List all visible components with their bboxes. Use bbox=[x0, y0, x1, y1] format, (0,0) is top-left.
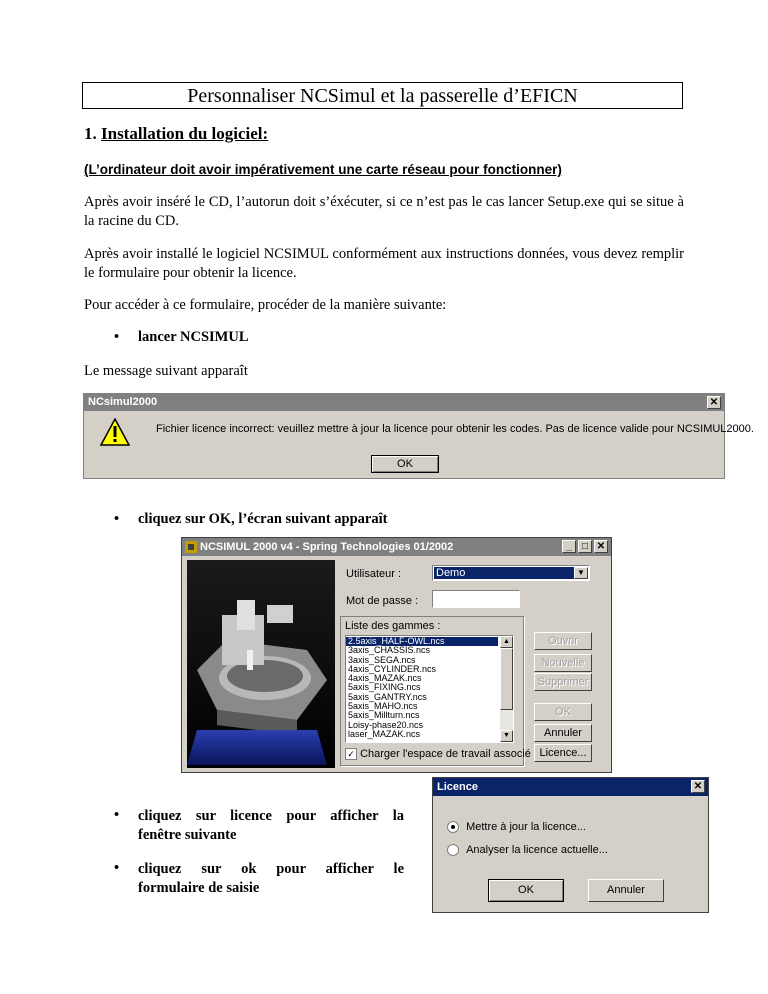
gamme-list-item[interactable]: 3axis_SEGA.ncs bbox=[348, 654, 416, 665]
machine-preview-image bbox=[187, 560, 335, 768]
bullet-formulaire-line1: cliquez sur ok pour afficher le bbox=[138, 861, 404, 877]
license-error-dialog bbox=[83, 393, 754, 479]
gamme-list-item[interactable]: 4axis_CYLINDER.ncs bbox=[348, 663, 437, 674]
gamme-list-item[interactable]: 3axis_CHASSIS.ncs bbox=[348, 645, 431, 656]
licence-title: Licence bbox=[437, 781, 478, 793]
user-value: Demo bbox=[434, 567, 574, 579]
load-workspace-checkbox[interactable] bbox=[345, 748, 531, 760]
paragraph-access: Pour accéder à ce formulaire, procéder de la manière suivante: bbox=[84, 297, 447, 313]
gamme-list-item[interactable]: 5axis_FIXING.ncs bbox=[348, 682, 421, 693]
licence-cancel-button[interactable]: Annuler bbox=[588, 879, 664, 902]
close-icon[interactable]: ✕ bbox=[691, 780, 705, 793]
user-label: Utilisateur : bbox=[346, 568, 402, 580]
chevron-down-icon[interactable]: ▼ bbox=[574, 567, 588, 579]
paragraph-install: Après avoir installé le logiciel NCSIMUL conformément aux instructions données, vous devez remplir le formulaire pour obtenir la licence. bbox=[84, 246, 684, 281]
ok-button[interactable]: OK bbox=[371, 455, 439, 473]
app-icon bbox=[185, 541, 197, 553]
network-warning: (L’ordinateur doit avoir impérativement une carte réseau pour fonctionner) bbox=[84, 162, 562, 177]
bullet-lancer: • lancer NCSIMUL bbox=[114, 329, 249, 345]
bullet-ok: • cliquez sur OK, l’écran suivant apparaît bbox=[114, 511, 388, 527]
bullet-licence-line1: cliquez sur licence pour afficher la bbox=[138, 808, 404, 824]
bullet-licence bbox=[114, 807, 404, 845]
option-update-label: Mettre à jour la licence... bbox=[466, 821, 586, 834]
gamme-list-item[interactable]: Loisy-phase20.ncs bbox=[348, 719, 424, 730]
checkbox-label: Charger l'espace de travail associé bbox=[360, 748, 531, 761]
close-icon[interactable]: ✕ bbox=[707, 396, 721, 409]
maximize-icon[interactable]: □ bbox=[578, 540, 592, 553]
bullet-formulaire bbox=[114, 860, 404, 898]
licence-titlebar bbox=[433, 778, 708, 796]
close-icon[interactable]: ✕ bbox=[594, 540, 608, 553]
password-input[interactable] bbox=[432, 590, 520, 608]
gamme-list-item[interactable]: 5axis_MAHO.ncs bbox=[348, 701, 418, 712]
dialog-message: Fichier licence incorrect: veuillez mettre à jour la licence pour obtenir les codes. Pas de licence valide pour NCSIMUL2000. bbox=[156, 423, 754, 435]
minimize-icon[interactable]: _ bbox=[562, 540, 576, 553]
bullet-dot: • bbox=[114, 860, 120, 876]
gammes-groupbox bbox=[340, 616, 531, 766]
radio-unselected-icon[interactable] bbox=[447, 844, 459, 856]
bullet-dot: • bbox=[114, 329, 120, 345]
warning-icon bbox=[100, 418, 130, 446]
bullet-dot: • bbox=[114, 511, 120, 527]
checkbox-check-icon[interactable]: ✓ bbox=[345, 748, 357, 760]
paragraph-message: Le message suivant apparaît bbox=[84, 363, 248, 379]
licence-button[interactable]: Licence... bbox=[534, 744, 592, 762]
option-analyse-licence[interactable] bbox=[447, 844, 608, 856]
gamme-list-item[interactable]: 5axis_Millturn.ncs bbox=[348, 710, 420, 721]
section-heading bbox=[84, 124, 268, 144]
gamme-list-item[interactable]: 5axis_GANTRY.ncs bbox=[348, 691, 427, 702]
paragraph-autorun: Après avoir inséré le CD, l’autorun doit s’éxécuter, si ce n’est pas le cas lancer Setup.exe qui se situe à la racine du CD. bbox=[84, 194, 684, 229]
option-update-licence[interactable] bbox=[447, 821, 586, 833]
radio-selected-icon[interactable] bbox=[447, 821, 459, 833]
open-button[interactable]: Ouvrir bbox=[534, 632, 592, 650]
licence-dialog bbox=[432, 777, 709, 913]
bullet-licence-line2: fenêtre suivante bbox=[138, 827, 237, 843]
section-number: 1. bbox=[84, 124, 97, 143]
page-title: Personnaliser NCSimul et la passerelle d’EFICN bbox=[82, 82, 683, 109]
ok-button[interactable]: OK bbox=[534, 703, 592, 721]
bullet-formulaire-line2: formulaire de saisie bbox=[138, 880, 260, 896]
list-scrollbar[interactable] bbox=[500, 636, 513, 742]
option-analyse-label: Analyser la licence actuelle... bbox=[466, 844, 608, 857]
licence-ok-button[interactable]: OK bbox=[488, 879, 564, 902]
new-button[interactable]: Nouvelle bbox=[534, 654, 592, 672]
gamme-list-item[interactable]: 4axis_MAZAK.ncs bbox=[348, 673, 422, 684]
user-select[interactable] bbox=[432, 565, 590, 581]
cancel-button[interactable]: Annuler bbox=[534, 724, 592, 742]
dialog-titlebar bbox=[84, 394, 724, 411]
delete-button[interactable]: Supprimer bbox=[534, 673, 592, 691]
gammes-label: Liste des gammes : bbox=[345, 620, 441, 632]
password-label: Mot de passe : bbox=[346, 595, 419, 607]
scroll-down-icon[interactable]: ▼ bbox=[500, 730, 513, 742]
section-label: Installation du logiciel: bbox=[101, 124, 269, 143]
gamme-list-item[interactable]: 2.5axis_HALF-OWL.ncs bbox=[346, 637, 498, 646]
bullet-dot: • bbox=[114, 807, 120, 823]
window-titlebar bbox=[182, 538, 611, 556]
window-title: NCSIMUL 2000 v4 - Spring Technologies 01/2002 bbox=[200, 541, 454, 553]
dialog-title: NCsimul2000 bbox=[88, 396, 158, 408]
scroll-up-icon[interactable]: ▲ bbox=[500, 636, 513, 648]
gamme-list-item[interactable]: laser_MAZAK.ncs bbox=[348, 728, 421, 739]
scroll-thumb[interactable] bbox=[500, 648, 513, 710]
gammes-list[interactable] bbox=[345, 635, 514, 743]
ncsimul-main-window bbox=[181, 537, 612, 773]
